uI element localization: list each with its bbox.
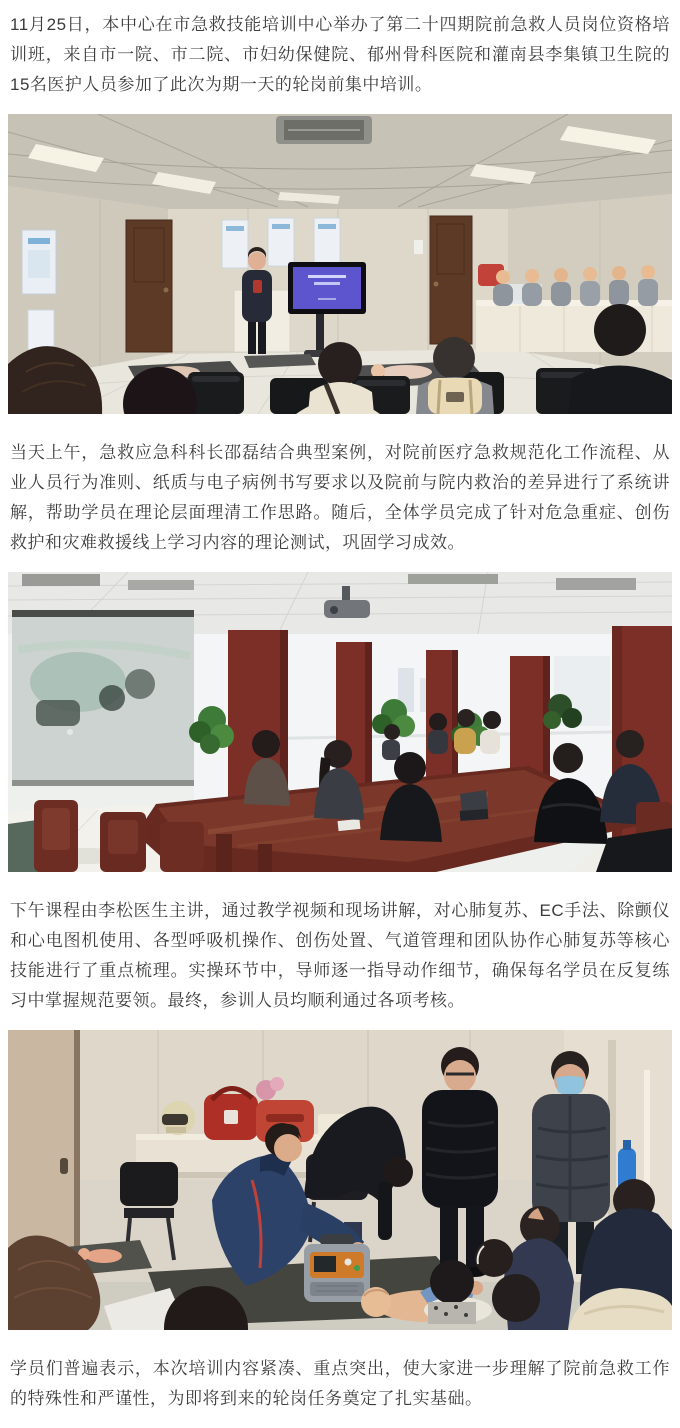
paragraph-intro: 11月25日，本中心在市急救技能培训中心举办了第二十四期院前急救人员岗位资格培训班，来自市一院、市二院、市妇幼保健院、郁州骨科医院和灌南县李集镇卫生院的15名医护人员参加了此次为期一天的轮岗前集中培训。 <box>10 15 670 94</box>
paragraph-morning-session: 当天上午，急救应急科科长邵磊结合典型案例，对院前医疗急救规范化工作流程、从业人员行为准则、纸质与电子病例书写要求以及院前与院内救治的差异进行了系统讲解，帮助学员在理论层面理清工作思路。随后，全体学员完成了针对危急重症、创伤救护和灾难救援线上学习内容的理论测试，巩固学习成效。 <box>10 443 670 552</box>
paragraph-conclusion: 学员们普遍表示，本次培训内容紧凑、重点突出，使大家进一步理解了院前急救工作的特殊性和严谨性，为即将到来的轮岗任务奠定了扎实基础。 <box>10 1359 670 1408</box>
paragraph-afternoon-session: 下午课程由李松医生主讲，通过教学视频和现场讲解，对心肺复苏、EC手法、除颤仪和心电图机使用、各型呼吸机操作、创伤处置、气道管理和团队协作心肺复苏等核心技能进行了重点梳理。实操环节中，导师逐一指导动作细节，确保每名学员在反复练习中掌握规范要领。最终，参训人员均顺利通过各项考核。 <box>10 901 670 1010</box>
classroom-ceiling <box>8 114 672 209</box>
photo-hands-on-practice <box>8 1030 672 1330</box>
projection-screen <box>12 610 194 786</box>
photo-conference-room-video <box>8 572 672 872</box>
photo-conference-room-illustration <box>8 572 672 872</box>
photo-practice-illustration <box>8 1030 672 1330</box>
photo-lecture-classroom-illustration <box>8 114 672 414</box>
photo-lecture-classroom <box>8 114 672 414</box>
defibrillator-device <box>304 1234 370 1302</box>
